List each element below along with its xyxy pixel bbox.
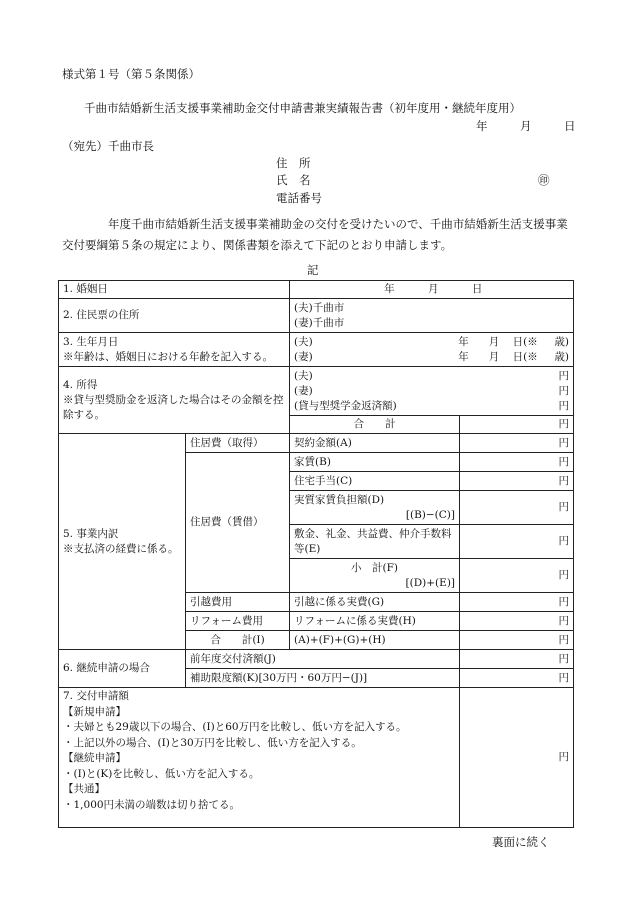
contract-amount-label: 契約金額(A) bbox=[290, 434, 460, 453]
md-month: 月 bbox=[428, 283, 439, 295]
address-row-label: 2. 住民票の住所 bbox=[59, 299, 290, 333]
prev-grant-label: 前年度交付済額(J) bbox=[186, 650, 460, 669]
bd-h-year: 年 bbox=[458, 335, 469, 348]
addressee: （宛先）千曲市長 bbox=[62, 139, 154, 153]
scholarship-repayment: (貸与型奨学金返済額) bbox=[294, 399, 397, 412]
housing-rent-label: 住居費（賃借） bbox=[186, 453, 290, 593]
row-prev-grant bbox=[59, 650, 574, 669]
row-application-amount bbox=[59, 688, 574, 828]
bd-w-age: 歳) bbox=[554, 350, 570, 363]
yen-unit: 円 bbox=[558, 384, 570, 397]
birthdate-label-cell bbox=[59, 333, 290, 367]
continuation-label: 6. 継続申請の場合 bbox=[59, 650, 186, 688]
row-contract bbox=[59, 434, 574, 453]
day-label: 日 bbox=[564, 119, 576, 133]
yen-unit: 円 bbox=[558, 569, 570, 581]
wife-address: (妻)千曲市 bbox=[294, 316, 345, 329]
deposit-label: 敷金、礼金、共益費、仲介手数料等(E) bbox=[290, 525, 460, 559]
yen-unit: 円 bbox=[558, 633, 570, 646]
rent-field[interactable] bbox=[460, 453, 574, 472]
reform-field[interactable] bbox=[460, 612, 574, 631]
rule-new-heading: 【新規申請】 bbox=[63, 705, 126, 718]
housing-allowance-field[interactable] bbox=[460, 472, 574, 491]
birthdate-label: 3. 生年月日 bbox=[63, 335, 119, 348]
actual-rent-field[interactable] bbox=[460, 491, 574, 525]
name-label: 氏 名 bbox=[276, 173, 311, 187]
yen-unit: 円 bbox=[558, 652, 570, 665]
yen-unit: 円 bbox=[558, 455, 570, 468]
form-number: 様式第１号（第５条関係） bbox=[62, 67, 200, 81]
prev-grant-field[interactable] bbox=[460, 650, 574, 669]
marriage-date-field[interactable] bbox=[290, 281, 574, 299]
housing-purchase-label: 住居費（取得） bbox=[186, 434, 290, 453]
month-label: 月 bbox=[520, 119, 532, 133]
seal-mark: ㊞ bbox=[538, 173, 550, 187]
row-income bbox=[59, 367, 574, 416]
income-note: ※貸与型奨励金を返済した場合はその金額を控除する。 bbox=[63, 393, 284, 421]
yen-unit: 円 bbox=[558, 535, 570, 547]
bd-w-year: 年 bbox=[458, 350, 469, 363]
husband-address: (夫)千曲市 bbox=[294, 301, 345, 314]
breakdown-label-cell bbox=[59, 434, 186, 650]
moving-field[interactable] bbox=[460, 593, 574, 612]
reform-label: リフォーム費用 bbox=[186, 612, 290, 631]
bd-h-month: 月 bbox=[488, 335, 500, 348]
row-birthdate bbox=[59, 333, 574, 367]
housing-allowance-label: 住宅手当(C) bbox=[290, 472, 460, 491]
yen-unit: 円 bbox=[558, 369, 570, 382]
rule-cont-heading: 【継続申請】 bbox=[63, 752, 126, 764]
yen-unit: 円 bbox=[558, 595, 570, 608]
birthdate-field[interactable] bbox=[290, 333, 574, 367]
income-label-cell bbox=[59, 367, 290, 434]
yen-unit: 円 bbox=[558, 399, 570, 412]
marriage-date-label: 1. 婚姻日 bbox=[59, 281, 290, 299]
yen-unit: 円 bbox=[558, 671, 570, 684]
actual-rent-formula: [(B)−(C)] bbox=[405, 508, 456, 521]
yen-unit: 円 bbox=[558, 418, 570, 430]
breakdown-total-field[interactable] bbox=[460, 631, 574, 650]
yen-unit: 円 bbox=[558, 436, 570, 449]
yen-unit: 円 bbox=[558, 614, 570, 627]
application-table bbox=[58, 280, 574, 828]
application-date[interactable] bbox=[476, 118, 576, 134]
yen-unit: 円 bbox=[558, 501, 570, 513]
application-amount-field[interactable] bbox=[460, 688, 574, 828]
bd-h-age: 歳) bbox=[554, 335, 570, 348]
document-title: 千曲市結婚新生活支援事業補助金交付申請書兼実績報告書（初年度用・継続年度用） bbox=[84, 101, 521, 115]
breakdown-label: 5. 事業内訳 bbox=[63, 527, 119, 540]
income-wife: (妻) bbox=[294, 384, 313, 397]
limit-field[interactable] bbox=[460, 669, 574, 688]
continued-on-back: 裏面に続く bbox=[492, 835, 550, 849]
moving-label: 引越費用 bbox=[186, 593, 290, 612]
md-day: 日 bbox=[471, 283, 483, 295]
phone-label: 電話番号 bbox=[276, 191, 322, 205]
rule-common-1: ・1,000円未満の端数は切り捨てる。 bbox=[63, 798, 241, 811]
application-amount-label: 7. 交付申請額 bbox=[63, 690, 129, 702]
income-field[interactable] bbox=[290, 367, 574, 416]
moving-detail: 引越に係る実費(G) bbox=[290, 593, 460, 612]
bd-husband: (夫) bbox=[294, 335, 313, 348]
yen-unit: 円 bbox=[558, 474, 570, 487]
subtotal-cell bbox=[290, 559, 460, 593]
birthdate-note: ※年齢は、婚姻日における年齢を記入する。 bbox=[63, 350, 273, 363]
breakdown-note: ※支払済の経費に係る。 bbox=[63, 542, 179, 555]
bd-w-month: 月 bbox=[488, 350, 500, 363]
ki-heading: 記 bbox=[307, 263, 319, 277]
yen-unit: 円 bbox=[558, 751, 570, 763]
contract-amount-field[interactable] bbox=[460, 434, 574, 453]
limit-label: 補助限度額(K)[30万円・60万円−(J)] bbox=[186, 669, 460, 688]
actual-rent-cell bbox=[290, 491, 460, 525]
application-statement: 年度千曲市結婚新生活支援事業補助金の交付を受けたいので、千曲市結婚新生活支援事業交付要綱第５条の規定により、関係書類を添えて下記のとおり申請します。 bbox=[62, 217, 568, 252]
bd-w-day: 日(※ bbox=[512, 350, 538, 363]
income-label: 4. 所得 bbox=[63, 378, 98, 391]
rule-common-heading: 【共通】 bbox=[63, 783, 105, 795]
breakdown-total-label: 合 計(I) bbox=[186, 631, 290, 650]
income-husband: (夫) bbox=[294, 369, 313, 382]
md-year: 年 bbox=[384, 283, 395, 295]
subtotal-field[interactable] bbox=[460, 559, 574, 593]
rent-label: 家賃(B) bbox=[290, 453, 460, 472]
subtotal-formula: [(D)+(E)] bbox=[405, 576, 456, 589]
rule-cont-1: ・(I)と(K)を比較し、低い方を記入する。 bbox=[63, 767, 260, 780]
deposit-field[interactable] bbox=[460, 525, 574, 559]
income-total-label: 合 計 bbox=[290, 416, 460, 434]
address-label: 住 所 bbox=[276, 156, 311, 170]
rule-new-2: ・上記以外の場合、(I)と30万円を比較し、低い方を記入する。 bbox=[63, 736, 362, 749]
address-field[interactable] bbox=[290, 299, 574, 333]
reform-detail: リフォームに係る実費(H) bbox=[290, 612, 460, 631]
row-marriage-date bbox=[59, 281, 574, 299]
income-total-field[interactable] bbox=[460, 416, 574, 434]
bd-wife: (妻) bbox=[294, 350, 313, 363]
breakdown-total-formula: (A)+(F)+(G)+(H) bbox=[290, 631, 460, 650]
row-address bbox=[59, 299, 574, 333]
application-amount-cell bbox=[59, 688, 460, 828]
actual-rent-label: 実質家賃負担額(D) bbox=[294, 493, 385, 506]
subtotal-label: 小 計(F) bbox=[351, 561, 398, 574]
bd-h-day: 日(※ bbox=[512, 335, 538, 348]
year-label: 年 bbox=[476, 119, 488, 133]
rule-new-1: ・夫婦とも29歳以下の場合、(I)と60万円を比較し、低い方を記入する。 bbox=[63, 721, 407, 733]
